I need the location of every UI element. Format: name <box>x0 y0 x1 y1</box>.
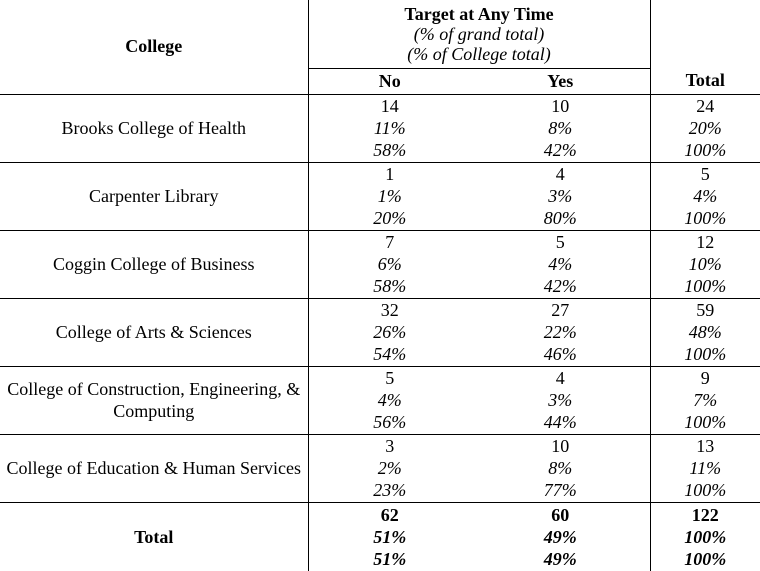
cell-no <box>308 366 471 434</box>
table-row <box>0 434 760 502</box>
pct-college: 44% <box>543 412 577 432</box>
cell-no <box>308 434 471 502</box>
table-row <box>0 162 760 230</box>
pct-college: 49% <box>543 548 577 569</box>
target-title: Target at Any Time <box>404 3 554 24</box>
pct-college: 100% <box>684 344 727 364</box>
pct-grand: 26% <box>373 322 407 342</box>
pct-grand: 49% <box>543 526 577 547</box>
cell-no <box>308 230 471 298</box>
college-name: Coggin College of Business <box>0 230 308 298</box>
count: 12 <box>696 232 715 252</box>
count: 1 <box>385 164 395 184</box>
college-name: College of Education & Human Services <box>0 434 308 502</box>
pct-grand: 4% <box>548 254 573 274</box>
cell-total <box>650 162 760 230</box>
cell-yes <box>471 502 650 571</box>
count: 60 <box>551 504 570 525</box>
column-header-no: No <box>308 68 471 94</box>
pct-grand: 7% <box>693 390 718 410</box>
count: 9 <box>700 368 710 388</box>
pct-grand: 1% <box>377 186 402 206</box>
pct-college: 100% <box>684 412 727 432</box>
total-row <box>0 502 760 571</box>
pct-college: 23% <box>373 480 407 500</box>
cell-no <box>308 298 471 366</box>
count: 5 <box>700 164 710 184</box>
pct-grand: 4% <box>693 186 718 206</box>
count: 10 <box>551 436 570 456</box>
count: 10 <box>551 96 570 116</box>
table-row <box>0 298 760 366</box>
count: 7 <box>385 232 395 252</box>
pct-college: 58% <box>373 276 407 296</box>
column-header-yes: Yes <box>471 68 650 94</box>
count: 4 <box>555 164 565 184</box>
pct-college: 42% <box>543 140 577 160</box>
column-header-total: Total <box>650 68 760 94</box>
pct-college: 54% <box>373 344 407 364</box>
college-name: College of Construction, Engineering, & Computing <box>0 366 308 434</box>
count: 5 <box>555 232 565 252</box>
count: 14 <box>380 96 399 116</box>
pct-grand: 3% <box>548 390 573 410</box>
pct-grand: 11% <box>373 118 406 138</box>
count: 13 <box>696 436 715 456</box>
cell-total <box>650 366 760 434</box>
table-row <box>0 366 760 434</box>
pct-college: 100% <box>684 480 727 500</box>
count: 122 <box>691 504 719 525</box>
pct-grand: 48% <box>688 322 722 342</box>
pct-grand: 8% <box>548 458 573 478</box>
count: 24 <box>696 96 715 116</box>
cell-yes <box>471 298 650 366</box>
cell-total <box>650 502 760 571</box>
pct-college: 77% <box>543 480 577 500</box>
table-row <box>0 94 760 162</box>
pct-grand: 3% <box>548 186 573 206</box>
count: 62 <box>380 504 399 525</box>
cell-yes <box>471 162 650 230</box>
count: 5 <box>385 368 395 388</box>
pct-grand: 20% <box>688 118 722 138</box>
college-header: College <box>0 0 308 94</box>
pct-college: 100% <box>684 140 727 160</box>
pct-grand: 51% <box>373 526 407 547</box>
pct-college: 80% <box>543 208 577 228</box>
pct-grand: 6% <box>377 254 402 274</box>
pct-grand: 4% <box>377 390 402 410</box>
target-subtitle-grand: (% of grand total) <box>413 23 545 44</box>
pct-college: 51% <box>373 548 407 569</box>
target-subtitle-college: (% of College total) <box>407 43 551 64</box>
pct-college: 100% <box>684 276 727 296</box>
cell-no <box>308 162 471 230</box>
pct-college: 46% <box>543 344 577 364</box>
target-header <box>308 0 650 68</box>
pct-grand: 8% <box>548 118 573 138</box>
college-name: College of Arts & Sciences <box>0 298 308 366</box>
count: 27 <box>551 300 570 320</box>
count: 32 <box>380 300 399 320</box>
college-name: Brooks College of Health <box>0 94 308 162</box>
pct-college: 42% <box>543 276 577 296</box>
table-row <box>0 230 760 298</box>
pct-college: 100% <box>684 548 727 569</box>
cell-yes <box>471 434 650 502</box>
college-name: Carpenter Library <box>0 162 308 230</box>
cell-total <box>650 434 760 502</box>
cell-no <box>308 94 471 162</box>
pct-grand: 22% <box>543 322 577 342</box>
pct-grand: 100% <box>684 526 727 547</box>
count: 59 <box>696 300 715 320</box>
pct-grand: 11% <box>689 458 722 478</box>
header-blank <box>650 0 760 68</box>
total-label: Total <box>0 502 308 571</box>
pct-college: 58% <box>373 140 407 160</box>
cell-total <box>650 298 760 366</box>
cell-yes <box>471 366 650 434</box>
cell-yes <box>471 230 650 298</box>
cell-no <box>308 502 471 571</box>
cell-total <box>650 94 760 162</box>
cell-yes <box>471 94 650 162</box>
cell-total <box>650 230 760 298</box>
count: 3 <box>385 436 395 456</box>
pct-college: 100% <box>684 208 727 228</box>
pct-grand: 2% <box>377 458 402 478</box>
pct-college: 20% <box>373 208 407 228</box>
pct-college: 56% <box>373 412 407 432</box>
pct-grand: 10% <box>688 254 722 274</box>
count: 4 <box>555 368 565 388</box>
